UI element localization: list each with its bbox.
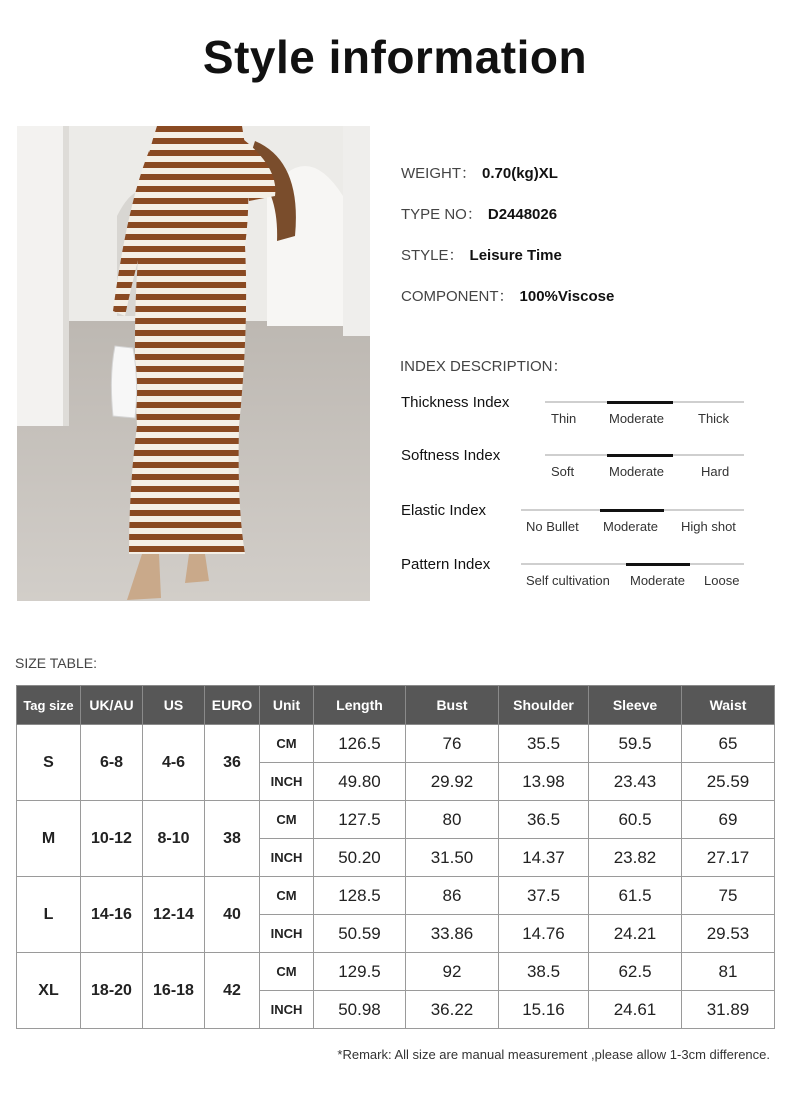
size-table	[16, 685, 775, 1029]
scale-right-label: Hard	[701, 464, 730, 479]
index-selected-marker	[607, 454, 673, 457]
page-title: Style information	[202, 31, 588, 83]
scale-left-label: No Bullet	[526, 519, 579, 534]
info-style	[401, 245, 614, 286]
waist-cell: 81	[682, 953, 775, 991]
info-label: TYPE NO：	[401, 206, 482, 223]
scale-middle-label: Moderate	[630, 573, 685, 588]
table-row	[17, 801, 775, 839]
length-cell: 50.20	[314, 839, 406, 877]
size-table-header-row	[17, 686, 775, 725]
header-bust: Bust	[406, 686, 499, 725]
header-shoulder: Shoulder	[499, 686, 589, 725]
euro-cell: 40	[205, 877, 260, 953]
header-tag-size: Tag size	[17, 686, 81, 725]
unit-cell: INCH	[260, 839, 314, 877]
pattern-index	[401, 556, 746, 600]
us-cell: 16-18	[143, 953, 205, 1029]
index-scale-bar	[545, 454, 744, 456]
product-photo	[17, 126, 370, 601]
tag-size-cell: L	[17, 877, 81, 953]
length-cell: 126.5	[314, 725, 406, 763]
bust-cell: 76	[406, 725, 499, 763]
sleeve-cell: 59.5	[589, 725, 682, 763]
sleeve-cell: 61.5	[589, 877, 682, 915]
length-cell: 50.59	[314, 915, 406, 953]
sleeve-cell: 23.82	[589, 839, 682, 877]
bust-cell: 36.22	[406, 991, 499, 1029]
unit-cell: CM	[260, 877, 314, 915]
length-cell: 129.5	[314, 953, 406, 991]
bust-cell: 86	[406, 877, 499, 915]
sleeve-cell: 23.43	[589, 763, 682, 801]
product-photo-illustration	[17, 126, 370, 601]
info-label: STYLE：	[401, 247, 464, 264]
tag-size-cell: XL	[17, 953, 81, 1029]
unit-cell: INCH	[260, 763, 314, 801]
tag-size-cell: M	[17, 801, 81, 877]
table-row	[17, 953, 775, 991]
scale-middle-label: Moderate	[609, 411, 664, 426]
unit-cell: INCH	[260, 991, 314, 1029]
shoulder-cell: 38.5	[499, 953, 589, 991]
bust-cell: 92	[406, 953, 499, 991]
uk-au-cell: 18-20	[81, 953, 143, 1029]
scale-left-label: Thin	[551, 411, 577, 426]
scale-middle-label: Moderate	[603, 519, 658, 534]
waist-cell: 25.59	[682, 763, 775, 801]
bust-cell: 29.92	[406, 763, 499, 801]
info-label: COMPONENT：	[401, 288, 514, 305]
info-value: 100%Viscose	[519, 288, 615, 305]
info-label: WEIGHT：	[401, 165, 476, 182]
waist-cell: 29.53	[682, 915, 775, 953]
thickness-index	[401, 394, 746, 438]
index-scale-bar	[521, 563, 744, 565]
unit-cell: CM	[260, 725, 314, 763]
scale-right-label: High shot	[681, 519, 736, 534]
shoulder-cell: 15.16	[499, 991, 589, 1029]
info-type-no	[401, 204, 614, 245]
bust-cell: 80	[406, 801, 499, 839]
info-value: D2448026	[487, 206, 558, 223]
info-value: 0.70(kg)XL	[482, 165, 558, 182]
unit-cell: CM	[260, 953, 314, 991]
sleeve-cell: 62.5	[589, 953, 682, 991]
shoulder-cell: 35.5	[499, 725, 589, 763]
remark-note: *Remark: All size are manual measurement ,please allow 1-3cm difference.	[337, 1047, 770, 1062]
shoulder-cell: 37.5	[499, 877, 589, 915]
length-cell: 49.80	[314, 763, 406, 801]
tag-size-cell: S	[17, 725, 81, 801]
waist-cell: 69	[682, 801, 775, 839]
euro-cell: 38	[205, 801, 260, 877]
length-cell: 50.98	[314, 991, 406, 1029]
waist-cell: 75	[682, 877, 775, 915]
uk-au-cell: 14-16	[81, 877, 143, 953]
sleeve-cell: 60.5	[589, 801, 682, 839]
scale-right-label: Thick	[698, 411, 730, 426]
bust-cell: 31.50	[406, 839, 499, 877]
header-length: Length	[314, 686, 406, 725]
euro-cell: 42	[205, 953, 260, 1029]
sleeve-cell: 24.21	[589, 915, 682, 953]
us-cell: 12-14	[143, 877, 205, 953]
us-cell: 4-6	[143, 725, 205, 801]
unit-cell: INCH	[260, 915, 314, 953]
size-table-title: SIZE TABLE:	[15, 655, 97, 671]
shoulder-cell: 36.5	[499, 801, 589, 839]
index-selected-marker	[607, 401, 673, 404]
uk-au-cell: 6-8	[81, 725, 143, 801]
bust-cell: 33.86	[406, 915, 499, 953]
scale-left-label: Soft	[551, 464, 575, 479]
scale-left-label: Self cultivation	[526, 573, 610, 588]
index-scale-bar	[545, 401, 744, 403]
index-description-title: INDEX DESCRIPTION：	[400, 358, 568, 375]
header-euro: EURO	[205, 686, 260, 725]
index-name: Softness Index	[401, 447, 501, 464]
sleeve-cell: 24.61	[589, 991, 682, 1029]
header-us: US	[143, 686, 205, 725]
waist-cell: 31.89	[682, 991, 775, 1029]
shoulder-cell: 13.98	[499, 763, 589, 801]
index-selected-marker	[626, 563, 690, 566]
softness-index	[401, 447, 746, 491]
info-component	[401, 286, 614, 327]
info-weight	[401, 163, 614, 204]
table-row	[17, 877, 775, 915]
index-name: Elastic Index	[401, 502, 487, 519]
scale-middle-label: Moderate	[609, 464, 664, 479]
header-unit: Unit	[260, 686, 314, 725]
uk-au-cell: 10-12	[81, 801, 143, 877]
us-cell: 8-10	[143, 801, 205, 877]
length-cell: 128.5	[314, 877, 406, 915]
scale-right-label: Loose	[704, 573, 740, 588]
header-uk-au: UK/AU	[81, 686, 143, 725]
elastic-index	[401, 502, 746, 546]
unit-cell: CM	[260, 801, 314, 839]
shoulder-cell: 14.76	[499, 915, 589, 953]
length-cell: 127.5	[314, 801, 406, 839]
header-waist: Waist	[682, 686, 775, 725]
index-name: Thickness Index	[401, 394, 510, 411]
waist-cell: 27.17	[682, 839, 775, 877]
index-name: Pattern Index	[401, 556, 491, 573]
product-info	[401, 163, 614, 327]
index-selected-marker	[600, 509, 664, 512]
info-value: Leisure Time	[469, 247, 562, 264]
header-sleeve: Sleeve	[589, 686, 682, 725]
waist-cell: 65	[682, 725, 775, 763]
table-row	[17, 725, 775, 763]
index-scale-bar	[521, 509, 744, 511]
euro-cell: 36	[205, 725, 260, 801]
shoulder-cell: 14.37	[499, 839, 589, 877]
